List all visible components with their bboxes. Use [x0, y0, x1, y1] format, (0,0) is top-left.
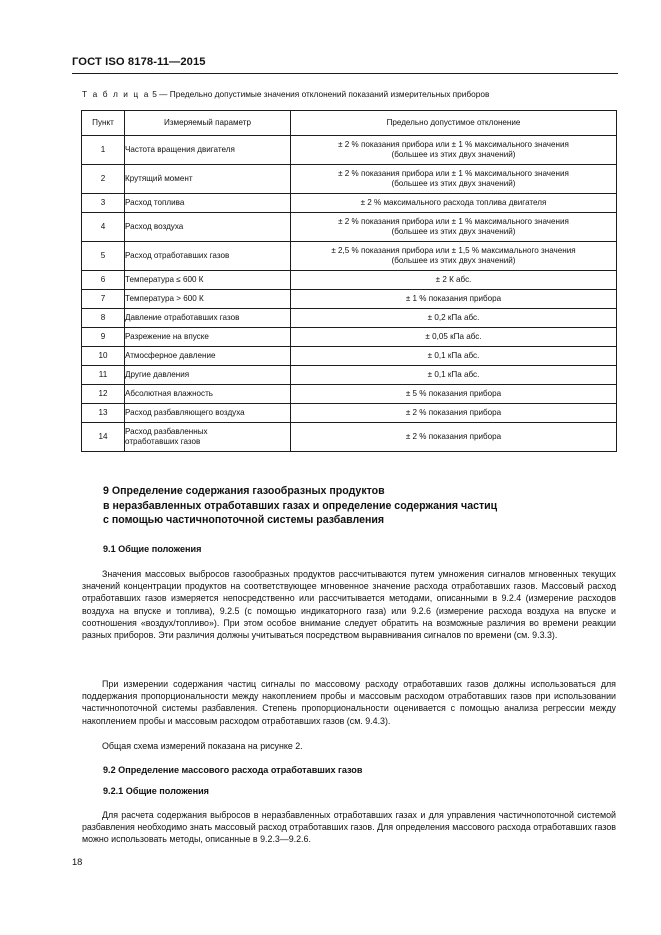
row-deviation [291, 271, 617, 290]
row-number: 6 [82, 271, 125, 290]
row-deviation-line1: ± 0,2 кПа абс. [427, 312, 480, 322]
table-header-row [82, 111, 617, 136]
column-header-item-number: Пункт [82, 111, 125, 136]
row-deviation-line1: ± 2 % показания прибора или ± 1 % максимального значения [338, 139, 569, 149]
row-deviation-line1: ± 2 % показания прибора [405, 431, 502, 441]
row-number: 10 [82, 347, 125, 366]
row-deviation-line1: ± 2 % показания прибора или ± 1 % максимального значения [338, 216, 569, 226]
column-header-permissible-deviation: Предельно допустимое отклонение [291, 111, 617, 136]
section-heading-line3: с помощью частичнопоточной системы разбавления [103, 514, 385, 527]
row-deviation [291, 165, 617, 194]
subheading-9-2-1: 9.2.1 Общие положения [103, 786, 209, 796]
row-deviation-line1: ± 2 % показания прибора или ± 1 % максимального значения [338, 168, 569, 178]
row-deviation-line1: ± 0,05 кПа абс. [425, 331, 482, 341]
row-number: 9 [82, 328, 125, 347]
table-row [82, 366, 617, 385]
row-deviation [291, 309, 617, 328]
row-parameter: Температура ≤ 600 К [125, 271, 291, 290]
table-row [82, 290, 617, 309]
table-row [82, 404, 617, 423]
row-number: 11 [82, 366, 125, 385]
table-caption [82, 89, 622, 100]
paragraph-1: Значения массовых выбросов газообразных продуктов рассчитываются путем умножения сигналов мгновенных текущих значений концентрации продуктов на соответствующее мгновенное значение расхода отработавших газов. Массовый расход отработавших газов измеряется непосредственно или рассчитывается методами, описанными в 9.2.4 (измерение расходов воздуха на впуске и топлива), 9.2.5 (с помощью индикаторного газа) или 9.2.6 (измерение расхода воздуха на впуске и соотношения «воздух/топливо»). При этом особое внимание следует обратить на возможные различия во времени реакции разных приборов. Эти различия должны учитываться посредством выравнивания сигналов по времени (см. 9.3.3). [82, 568, 616, 641]
table-row [82, 242, 617, 271]
standard-title: ГОСТ ISO 8178-11—2015 [72, 56, 206, 68]
table-caption-text: Предельно допустимые значения отклонений показаний измерительных приборов [169, 89, 490, 99]
row-number: 3 [82, 194, 125, 213]
tolerance-table-wrapper [81, 110, 616, 452]
page-number: 18 [72, 857, 83, 867]
table-row [82, 347, 617, 366]
section-heading-line1: 9 Определение содержания газообразных продуктов [103, 485, 385, 497]
running-header [72, 56, 618, 69]
table-caption-dash: — [159, 89, 168, 99]
row-deviation [291, 404, 617, 423]
row-deviation-line1: ± 2 К абс. [435, 274, 472, 284]
table-row [82, 213, 617, 242]
row-deviation-line1: ± 0,1 кПа абс. [427, 350, 480, 360]
table-row [82, 194, 617, 213]
table-row [82, 136, 617, 165]
row-number: 4 [82, 213, 125, 242]
row-number: 14 [82, 423, 125, 452]
row-deviation [291, 385, 617, 404]
row-deviation-line2: (большее из этих двух значений) [391, 256, 516, 265]
row-deviation-line1: ± 1 % показания прибора [405, 293, 502, 303]
row-parameter: Давление отработавших газов [125, 309, 291, 328]
row-parameter: Температура > 600 К [125, 290, 291, 309]
row-parameter-line2: отработавших газов [125, 437, 201, 446]
row-parameter [125, 423, 291, 452]
row-number: 8 [82, 309, 125, 328]
row-parameter: Разрежение на впуске [125, 328, 291, 347]
table-row [82, 423, 617, 452]
row-number: 7 [82, 290, 125, 309]
row-number: 5 [82, 242, 125, 271]
row-parameter: Расход разбавляющего воздуха [125, 404, 291, 423]
row-parameter: Расход отработавших газов [125, 242, 291, 271]
row-deviation [291, 366, 617, 385]
tolerance-table [81, 110, 617, 452]
column-header-measured-parameter: Измеряемый параметр [125, 111, 291, 136]
header-divider [72, 73, 618, 74]
row-deviation-line1: ± 2 % максимального расхода топлива двигателя [360, 197, 547, 207]
row-deviation-line1: ± 0,1 кПа абс. [427, 369, 480, 379]
table-row [82, 309, 617, 328]
paragraph-4: Для расчета содержания выбросов в неразбавленных отработавших газах и для управления частичнопоточной системой разбавления необходимо знать массовый расход отработавших газов. Для определения массового расхода отработавших газов можно использовать методы, описанные в 9.2.3—9.2.6. [82, 809, 616, 845]
paragraph-3: Общая схема измерений показана на рисунке 2. [102, 740, 303, 751]
row-parameter: Крутящий момент [125, 165, 291, 194]
row-deviation [291, 136, 617, 165]
section-heading [103, 484, 615, 528]
row-parameter: Атмосферное давление [125, 347, 291, 366]
subheading-9-1: 9.1 Общие положения [103, 544, 202, 554]
row-number: 13 [82, 404, 125, 423]
row-deviation-line2: (большее из этих двух значений) [391, 179, 516, 188]
row-parameter: Расход топлива [125, 194, 291, 213]
table-caption-number: 5 [152, 89, 157, 99]
row-number: 1 [82, 136, 125, 165]
row-deviation [291, 423, 617, 452]
row-deviation [291, 213, 617, 242]
table-caption-label: Т а б л и ц а [82, 89, 150, 99]
row-parameter: Другие давления [125, 366, 291, 385]
row-deviation [291, 194, 617, 213]
section-heading-line2: в неразбавленных отработавших газах и определение содержания частиц [103, 499, 498, 512]
row-deviation [291, 347, 617, 366]
row-deviation-line2: (большее из этих двух значений) [391, 227, 516, 236]
subheading-9-2: 9.2 Определение массового расхода отработавших газов [103, 765, 363, 775]
row-deviation [291, 290, 617, 309]
row-deviation-line1: ± 2 % показания прибора [405, 407, 502, 417]
row-deviation-line2: (большее из этих двух значений) [391, 150, 516, 159]
table-row [82, 165, 617, 194]
row-number: 12 [82, 385, 125, 404]
row-deviation [291, 328, 617, 347]
row-parameter: Частота вращения двигателя [125, 136, 291, 165]
table-row [82, 271, 617, 290]
row-deviation [291, 242, 617, 271]
row-number: 2 [82, 165, 125, 194]
paragraph-2: При измерении содержания частиц сигналы по массовому расходу отработавших газов должны использоваться для поддержания пропорциональности между накоплением пробы и массовым расходом отработавших газов при использовании частичнопоточной системы разбавления. Степень пропорциональности оценивается с помощью анализа регрессии между накоплением пробы и массовым расходом отработавших газов (см. 9.4.3). [82, 678, 616, 726]
table-row [82, 328, 617, 347]
table-row [82, 385, 617, 404]
row-parameter: Абсолютная влажность [125, 385, 291, 404]
row-parameter: Расход воздуха [125, 213, 291, 242]
row-deviation-line1: ± 5 % показания прибора [405, 388, 502, 398]
row-deviation-line1: ± 2,5 % показания прибора или ± 1,5 % максимального значения [331, 245, 576, 255]
row-parameter-line1: Расход разбавленных [125, 426, 208, 436]
